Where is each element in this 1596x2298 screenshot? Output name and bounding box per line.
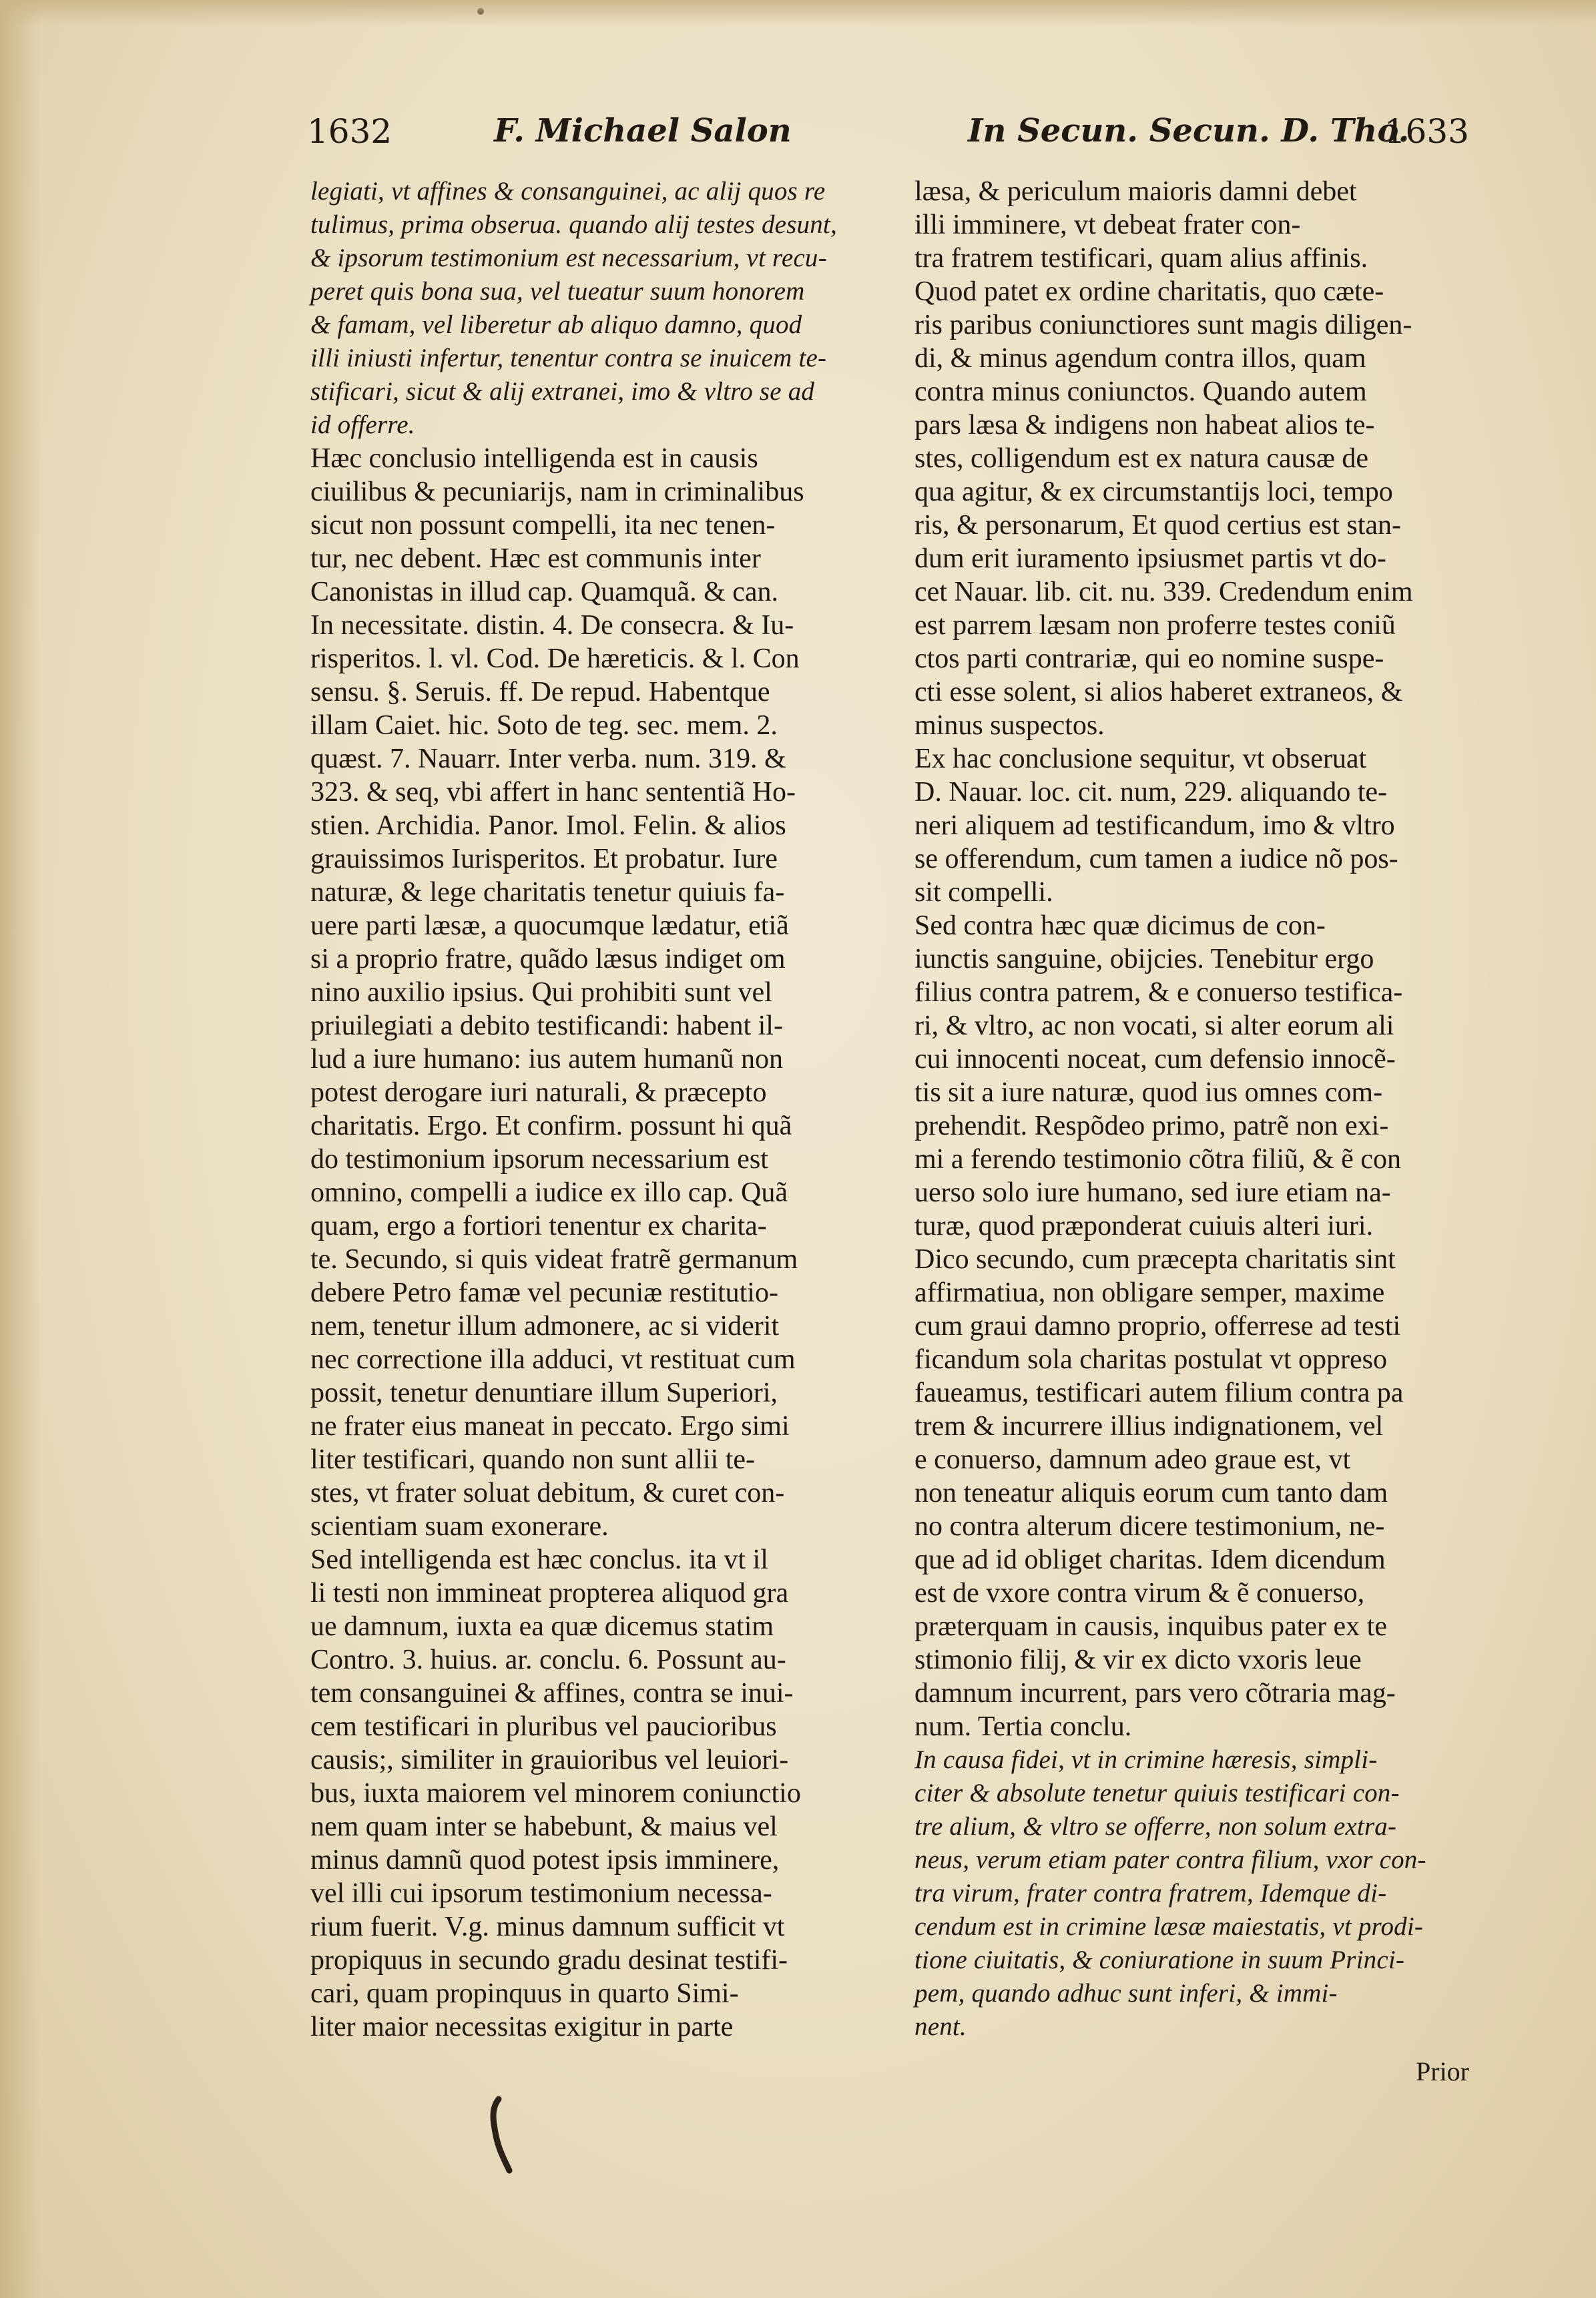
text-line: Canonistas in illud cap. Quamquã. & can. bbox=[310, 577, 779, 607]
text-line: risperitos. l. vl. Cod. De hæreticis. & l. Con bbox=[310, 643, 800, 674]
text-line: ris paribus coniunctiores sunt magis diligen- bbox=[914, 310, 1412, 340]
text-line: citer & absolute tenetur quiuis testificari con- bbox=[914, 1779, 1400, 1807]
text-line: bus, iuxta maiorem vel minorem coniunctio bbox=[310, 1778, 801, 1809]
text-line: affirmatiua, non obligare semper, maxime bbox=[914, 1277, 1385, 1308]
text-line: propiquus in secundo gradu desinat testifi- bbox=[310, 1945, 788, 1976]
text-line: minus suspectos. bbox=[914, 710, 1105, 741]
page-number-right: 1633 bbox=[1384, 112, 1469, 151]
text-line: ue damnum, iuxta ea quæ dicemus statim bbox=[310, 1611, 774, 1642]
text-column-left bbox=[310, 175, 871, 2044]
text-line: pem, quando adhuc sunt inferi, & immi- bbox=[914, 1979, 1338, 2008]
text-line: nem quam inter se habebunt, & maius vel bbox=[310, 1811, 778, 1842]
text-line: tre alium, & vltro se offerre, non solum extra- bbox=[914, 1812, 1397, 1841]
text-line: Ex hac conclusione sequitur, vt obseruat bbox=[914, 744, 1367, 774]
text-line: scientiam suam exonerare. bbox=[310, 1511, 609, 1542]
text-line: est de vxore contra virum & ẽ conuerso, bbox=[914, 1578, 1365, 1609]
text-line: mi a ferendo testimonio cõtra filiũ, & ẽ con bbox=[914, 1144, 1401, 1175]
text-line: cti esse solent, si alios haberet extraneos, & bbox=[914, 677, 1403, 707]
text-line: se offerendum, cum tamen a iudice nõ pos- bbox=[914, 844, 1398, 874]
text-line: qua agitur, & ex circumstantijs loci, tempo bbox=[914, 477, 1393, 507]
text-line: ri, & vltro, ac non vocati, si alter eorum ali bbox=[914, 1011, 1394, 1041]
text-line: sicut non possunt compelli, ita nec tenen- bbox=[310, 510, 776, 541]
page-number-left: 1632 bbox=[307, 112, 392, 151]
text-line: iunctis sanguine, obijcies. Tenebitur ergo bbox=[914, 944, 1374, 974]
text-line: ficandum sola charitas postulat vt oppreso bbox=[914, 1344, 1387, 1375]
text-line: stes, vt frater soluat debitum, & curet con- bbox=[310, 1478, 785, 1508]
text-line: stificari, sicut & alij extranei, imo & vltro se ad bbox=[310, 377, 815, 406]
text-line: tis sit a iure naturæ, quod ius omnes com- bbox=[914, 1077, 1383, 1108]
text-line: In causa fidei, vt in crimine hæresis, simpli- bbox=[914, 1745, 1378, 1774]
text-line: non teneatur aliquis eorum cum tanto dam bbox=[914, 1478, 1388, 1508]
text-line: Contro. 3. huius. ar. conclu. 6. Possunt au- bbox=[310, 1645, 786, 1675]
text-line: illam Caiet. hic. Soto de teg. sec. mem. 2. bbox=[310, 710, 778, 741]
text-line: Sed contra hæc quæ dicimus de con- bbox=[914, 910, 1326, 941]
text-line: 323. & seq, vbi affert in hanc sententiã Ho- bbox=[310, 777, 796, 808]
text-line: & ipsorum testimonium est necessarium, vt recu- bbox=[310, 244, 827, 272]
text-line: tra fratrem testificari, quam alius affinis. bbox=[914, 243, 1368, 274]
text-line: tulimus, prima obserua. quando alij testes desunt, bbox=[310, 210, 837, 239]
ink-speck bbox=[477, 8, 484, 15]
text-line: tur, nec debent. Hæc est communis inter bbox=[310, 543, 761, 574]
text-line: Hæc conclusio intelligenda est in causis bbox=[310, 443, 758, 474]
running-head-right: In Secun. Secun. D. Tho. bbox=[968, 112, 1410, 150]
text-line: sensu. §. Seruis. ff. De repud. Habentque bbox=[310, 677, 770, 707]
text-line: lud a iure humano: ius autem humanũ non bbox=[310, 1044, 784, 1075]
text-line: grauissimos Iurisperitos. Et probatur. Iure bbox=[310, 844, 778, 874]
text-line: illi imminere, vt debeat frater con- bbox=[914, 210, 1301, 240]
text-line: di, & minus agendum contra illos, quam bbox=[914, 343, 1366, 374]
text-line: tem consanguinei & affines, contra se inui- bbox=[310, 1678, 794, 1709]
text-line: vel illi cui ipsorum testimonium necessa- bbox=[310, 1878, 772, 1909]
text-line: stien. Archidia. Panor. Imol. Felin. & alios bbox=[310, 810, 786, 841]
text-line: neri aliquem ad testificandum, imo & vltro bbox=[914, 810, 1395, 841]
text-line: dum erit iuramento ipsiusmet partis vt do- bbox=[914, 543, 1386, 574]
text-line: uerso solo iure humano, sed iure etiam na- bbox=[914, 1177, 1391, 1208]
ink-blot bbox=[484, 2096, 517, 2176]
text-line: filius contra patrem, & e conuerso testifica- bbox=[914, 977, 1403, 1008]
text-line: rium fuerit. V.g. minus damnum sufficit vt bbox=[310, 1912, 785, 1942]
text-line: liter maior necessitas exigitur in parte bbox=[310, 2012, 734, 2042]
text-line: Sed intelligenda est hæc conclus. ita vt il bbox=[310, 1544, 768, 1575]
text-line: charitatis. Ergo. Et confirm. possunt hi quã bbox=[310, 1111, 792, 1141]
text-line: naturæ, & lege charitatis tenetur quiuis fa- bbox=[310, 877, 785, 908]
text-line: priuilegiati a debito testificandi: habent il- bbox=[310, 1011, 783, 1041]
page-header bbox=[307, 112, 1469, 159]
text-line: præterquam in causis, inquibus pater ex te bbox=[914, 1611, 1387, 1642]
text-line: stes, colligendum est ex natura causæ de bbox=[914, 443, 1368, 474]
text-line: no contra alterum dicere testimonium, ne- bbox=[914, 1511, 1385, 1542]
text-line: cum graui damno proprio, offerrese ad testi bbox=[914, 1311, 1401, 1342]
text-line: minus damnũ quod potest ipsis imminere, bbox=[310, 1845, 780, 1876]
text-line: ne frater eius maneat in peccato. Ergo simi bbox=[310, 1411, 790, 1442]
text-line: do testimonium ipsorum necessarium est bbox=[310, 1144, 768, 1175]
text-line: que ad id obliget charitas. Idem dicendum bbox=[914, 1544, 1386, 1575]
text-line: potest derogare iuri naturali, & præcepto bbox=[310, 1077, 767, 1108]
text-line: ctos parti contrariæ, qui eo nomine suspe- bbox=[914, 643, 1384, 674]
text-line: contra minus coniunctos. Quando autem bbox=[914, 376, 1367, 407]
text-line: nem, tenetur illum admonere, ac si viderit bbox=[310, 1311, 780, 1342]
text-line: quam, ergo a fortiori tenentur ex charita- bbox=[310, 1211, 767, 1241]
text-line: nino auxilio ipsius. Qui prohibiti sunt vel bbox=[310, 977, 772, 1008]
text-line: omnino, compelli a iudice ex illo cap. Quã bbox=[310, 1177, 788, 1208]
text-column-right bbox=[914, 175, 1475, 2044]
text-line: est parrem læsam non proferre testes coniũ bbox=[914, 610, 1396, 641]
running-head-left: F. Michael Salon bbox=[494, 112, 792, 150]
text-line: ris, & personarum, Et quod certius est stan- bbox=[914, 510, 1402, 541]
text-line: uere parti læsæ, a quocumque lædatur, etiã bbox=[310, 910, 789, 941]
text-line: Dico secundo, cum præcepta charitatis sint bbox=[914, 1244, 1396, 1275]
text-line: tione ciuitatis, & coniuratione in suum Princi- bbox=[914, 1946, 1405, 1974]
text-line: trem & incurrere illius indignationem, vel bbox=[914, 1411, 1384, 1442]
text-line: læsa, & periculum maioris damni debet bbox=[914, 176, 1357, 207]
text-line: sit compelli. bbox=[914, 877, 1053, 908]
text-line: ciuilibus & pecuniarijs, nam in criminalibus bbox=[310, 477, 804, 507]
text-line: li testi non immineat propterea aliquod gra bbox=[310, 1578, 789, 1609]
text-line: quæst. 7. Nauarr. Inter verba. num. 319. & bbox=[310, 744, 786, 774]
text-line: cet Nauar. lib. cit. nu. 339. Credendum enim bbox=[914, 577, 1413, 607]
text-line: nent. bbox=[914, 2012, 967, 2041]
text-line: illi iniusti infertur, tenentur contra se inuicem te- bbox=[310, 344, 827, 372]
text-line: cem testificari in pluribus vel paucioribus bbox=[310, 1711, 777, 1742]
text-line: num. Tertia conclu. bbox=[914, 1711, 1132, 1742]
text-line: neus, verum etiam pater contra filium, vxor con- bbox=[914, 1845, 1426, 1874]
text-line: peret quis bona sua, vel tueatur suum honorem bbox=[310, 277, 805, 306]
text-line: D. Nauar. loc. cit. num, 229. aliquando te- bbox=[914, 777, 1387, 808]
text-line: si a proprio fratre, quãdo læsus indiget om bbox=[310, 944, 786, 974]
text-line: & famam, vel liberetur ab aliquo damno, quod bbox=[310, 310, 802, 339]
text-line: debere Petro famæ vel pecuniæ restitutio- bbox=[310, 1277, 778, 1308]
text-line: cui innocenti noceat, cum defensio innocẽ- bbox=[914, 1044, 1396, 1075]
text-line: In necessitate. distin. 4. De consecra. & Iu- bbox=[310, 610, 794, 641]
text-line: turæ, quod præponderat cuiuis alteri iuri. bbox=[914, 1211, 1374, 1241]
text-line: legiati, vt affines & consanguinei, ac alij quos re bbox=[310, 177, 826, 206]
text-line: nec correctione illa adduci, vt restituat cum bbox=[310, 1344, 796, 1375]
text-line: cendum est in crimine læsæ maiestatis, vt prodi- bbox=[914, 1912, 1424, 1941]
text-line: cari, quam propinquus in quarto Simi- bbox=[310, 1978, 739, 2009]
text-line: prehendit. Respõdeo primo, patrẽ non exi- bbox=[914, 1111, 1389, 1141]
text-line: pars læsa & indigens non habeat alios te- bbox=[914, 410, 1375, 441]
text-line: causis;, similiter in grauioribus vel leuiori- bbox=[310, 1745, 789, 1775]
text-line: liter testificari, quando non sunt allii te- bbox=[310, 1444, 755, 1475]
text-line: te. Secundo, si quis videat fratrẽ germanum bbox=[310, 1244, 798, 1275]
text-line: damnum incurrent, pars vero cõtraria mag- bbox=[914, 1678, 1396, 1709]
text-line: stimonio filij, & vir ex dicto vxoris leue bbox=[914, 1645, 1362, 1675]
text-line: Quod patet ex ordine charitatis, quo cæte- bbox=[914, 276, 1384, 307]
text-line: faueamus, testificari autem filium contra pa bbox=[914, 1378, 1404, 1408]
text-line: e conuerso, damnum adeo graue est, vt bbox=[914, 1444, 1351, 1475]
text-line: possit, tenetur denuntiare illum Superiori, bbox=[310, 1378, 778, 1408]
text-line: id offerre. bbox=[310, 410, 415, 439]
catchword: Prior bbox=[1416, 2056, 1469, 2086]
text-line: tra virum, frater contra fratrem, Idemque di- bbox=[914, 1879, 1387, 1908]
